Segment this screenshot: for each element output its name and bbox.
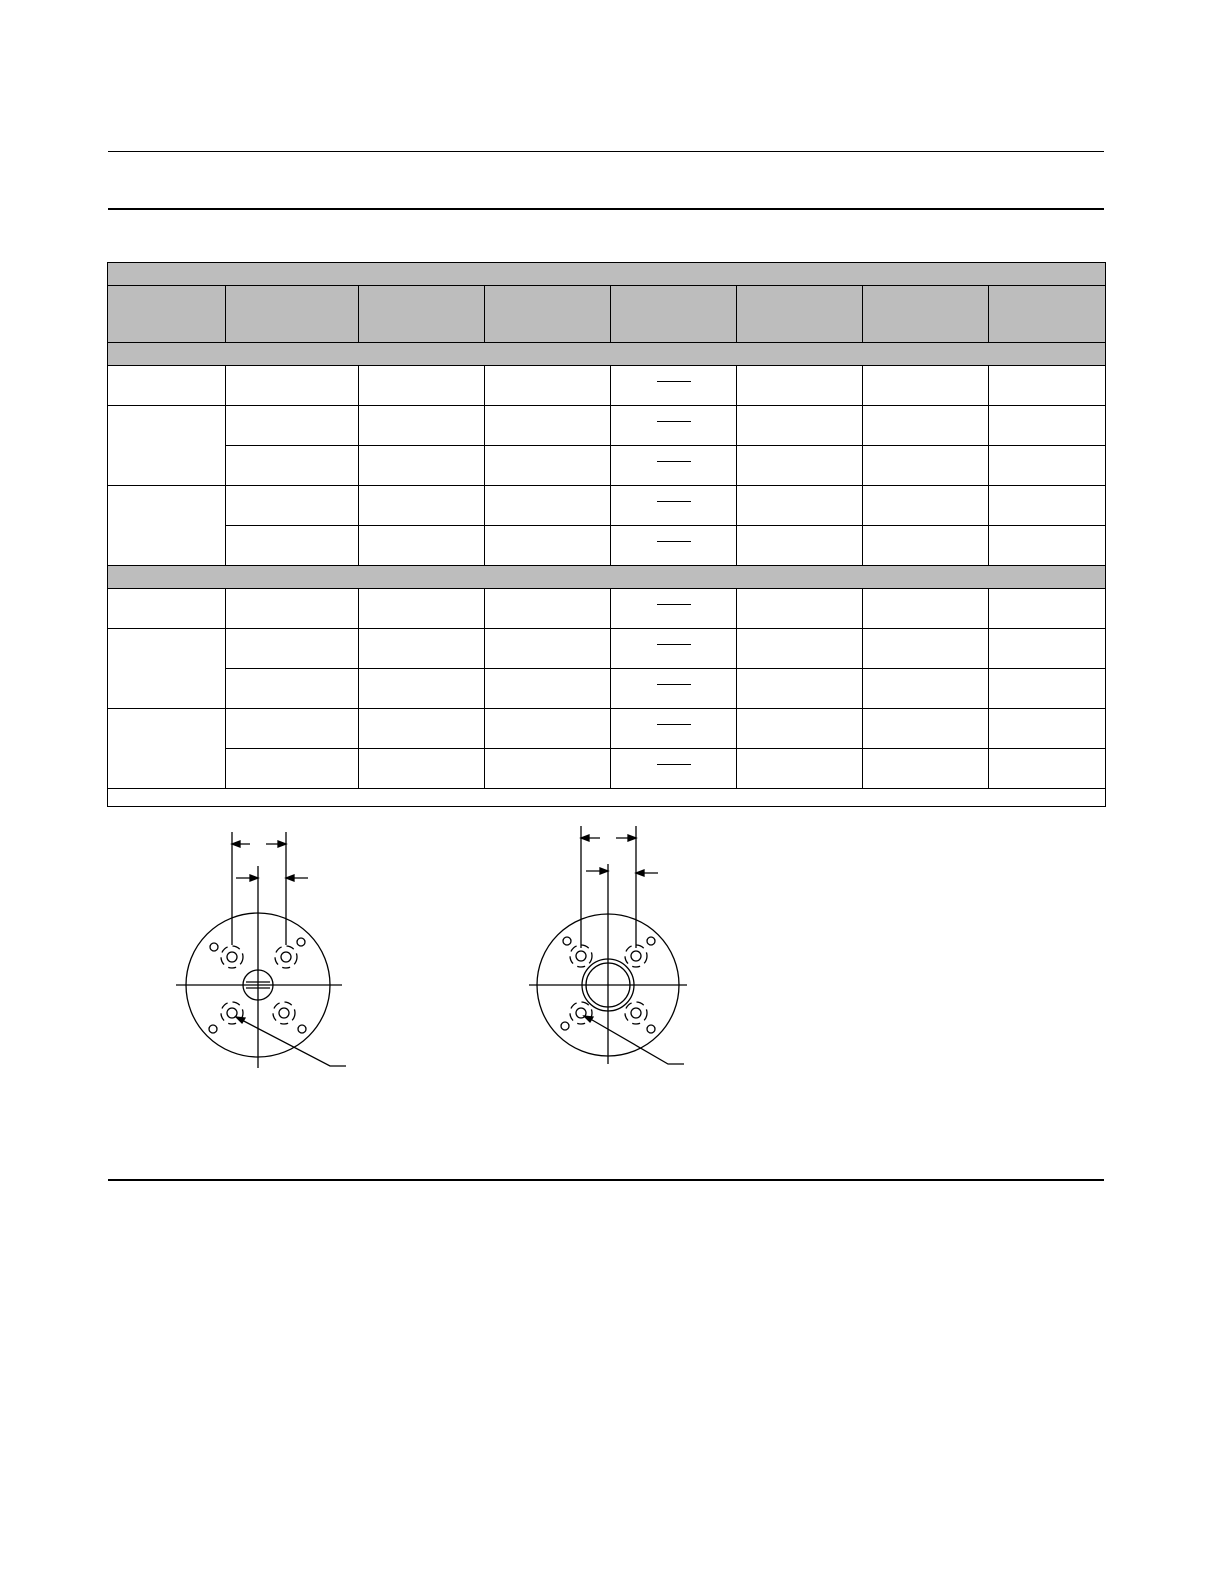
- table-cell: [359, 526, 485, 566]
- dash-mark: [657, 764, 691, 765]
- table-cell: [863, 589, 989, 629]
- footer-rule: [108, 1179, 1104, 1181]
- table-cell: [226, 486, 359, 526]
- table-cell: [989, 749, 1106, 789]
- table-cell: [226, 749, 359, 789]
- table-cell: [485, 749, 611, 789]
- table-cell: [737, 669, 863, 709]
- table-cell: [737, 486, 863, 526]
- table-cell: [989, 669, 1106, 709]
- table-cell: [863, 669, 989, 709]
- table-note: [108, 789, 1106, 807]
- dash-mark: [657, 461, 691, 462]
- table-cell: [359, 446, 485, 486]
- table-cell: [611, 486, 737, 526]
- table-cell: [863, 366, 989, 406]
- table-cell: [611, 749, 737, 789]
- table-cell: [359, 669, 485, 709]
- column-header: [989, 286, 1106, 343]
- table-cell: [989, 709, 1106, 749]
- table-note-row: [108, 789, 1106, 807]
- bolt-hole-upper-left: [221, 946, 243, 968]
- table-cell: [226, 526, 359, 566]
- dash-mark: [657, 421, 691, 422]
- table-cell: [737, 446, 863, 486]
- dash-mark: [657, 604, 691, 605]
- table-cell: [359, 406, 485, 446]
- row-group-cell: [108, 366, 226, 406]
- row-group-cell: [108, 486, 226, 566]
- figure-hollow-hub: [520, 820, 720, 1080]
- table-cell: [989, 629, 1106, 669]
- dash-mark: [657, 541, 691, 542]
- table-cell: [989, 526, 1106, 566]
- table-row: [108, 749, 1106, 789]
- table-cell: [611, 709, 737, 749]
- table-cell: [359, 629, 485, 669]
- top-rule: [108, 151, 1104, 152]
- figure-solid-hub: [170, 820, 360, 1080]
- dash-mark: [657, 381, 691, 382]
- table-cell: [737, 709, 863, 749]
- table-cell: [989, 589, 1106, 629]
- section-header-row: [108, 566, 1106, 589]
- table-cell: [226, 709, 359, 749]
- column-header: [863, 286, 989, 343]
- row-group-cell: [108, 589, 226, 629]
- table-cell: [226, 406, 359, 446]
- table-cell: [611, 669, 737, 709]
- table-cell: [611, 406, 737, 446]
- table-cell: [359, 589, 485, 629]
- table-cell: [226, 669, 359, 709]
- table-cell: [611, 446, 737, 486]
- table-cell: [611, 526, 737, 566]
- table-cell: [359, 709, 485, 749]
- column-header: [226, 286, 359, 343]
- column-header: [359, 286, 485, 343]
- header-rule: [108, 208, 1104, 210]
- table-cell: [485, 589, 611, 629]
- table-cell: [485, 366, 611, 406]
- table-row: [108, 669, 1106, 709]
- table-cell: [485, 526, 611, 566]
- dash-mark: [657, 644, 691, 645]
- table-row: [108, 406, 1106, 446]
- table-cell: [989, 366, 1106, 406]
- dash-mark: [657, 684, 691, 685]
- table-cell: [863, 629, 989, 669]
- table-cell: [863, 749, 989, 789]
- table-cell: [611, 629, 737, 669]
- table-cell: [737, 526, 863, 566]
- section-label: [108, 343, 1106, 366]
- table-cell: [737, 406, 863, 446]
- table-row: [108, 629, 1106, 669]
- section-label: [108, 566, 1106, 589]
- table-cell: [611, 589, 737, 629]
- column-header: [611, 286, 737, 343]
- table-title: [108, 263, 1106, 286]
- bolt-hole-lower-right: [273, 1002, 295, 1024]
- column-header: [737, 286, 863, 343]
- specification-table: [107, 262, 1106, 807]
- table-title-row: [108, 263, 1106, 286]
- section-header-row: [108, 343, 1106, 366]
- table-cell: [989, 446, 1106, 486]
- bolt-hole-upper-right: [625, 945, 647, 967]
- table-cell: [485, 486, 611, 526]
- table-cell: [737, 366, 863, 406]
- table-cell: [226, 629, 359, 669]
- table-cell: [359, 366, 485, 406]
- table-row: [108, 446, 1106, 486]
- table-cell: [485, 669, 611, 709]
- bolt-hole-upper-right: [275, 946, 297, 968]
- table-cell: [485, 709, 611, 749]
- bolt-hole-upper-left: [570, 945, 592, 967]
- leader-line: [238, 1018, 346, 1066]
- bolt-hole-lower-right: [625, 1002, 647, 1024]
- table-row: [108, 589, 1106, 629]
- dash-mark: [657, 501, 691, 502]
- table-cell: [737, 749, 863, 789]
- table-cell: [226, 366, 359, 406]
- table-cell: [989, 486, 1106, 526]
- table-cell: [611, 366, 737, 406]
- table-row: [108, 709, 1106, 749]
- table-cell: [863, 446, 989, 486]
- row-group-cell: [108, 406, 226, 486]
- column-header-row: [108, 286, 1106, 343]
- table-cell: [226, 446, 359, 486]
- table-cell: [863, 486, 989, 526]
- table-cell: [863, 526, 989, 566]
- column-header: [485, 286, 611, 343]
- table-cell: [737, 589, 863, 629]
- table-cell: [485, 446, 611, 486]
- table-cell: [359, 486, 485, 526]
- table-cell: [485, 406, 611, 446]
- table-cell: [359, 749, 485, 789]
- table-cell: [989, 406, 1106, 446]
- table-row: [108, 526, 1106, 566]
- column-header: [108, 286, 226, 343]
- row-group-cell: [108, 709, 226, 789]
- table-cell: [485, 629, 611, 669]
- table-cell: [226, 589, 359, 629]
- table-row: [108, 486, 1106, 526]
- table-cell: [863, 406, 989, 446]
- table-cell: [863, 709, 989, 749]
- table-cell: [737, 629, 863, 669]
- row-group-cell: [108, 629, 226, 709]
- dash-mark: [657, 724, 691, 725]
- table-row: [108, 366, 1106, 406]
